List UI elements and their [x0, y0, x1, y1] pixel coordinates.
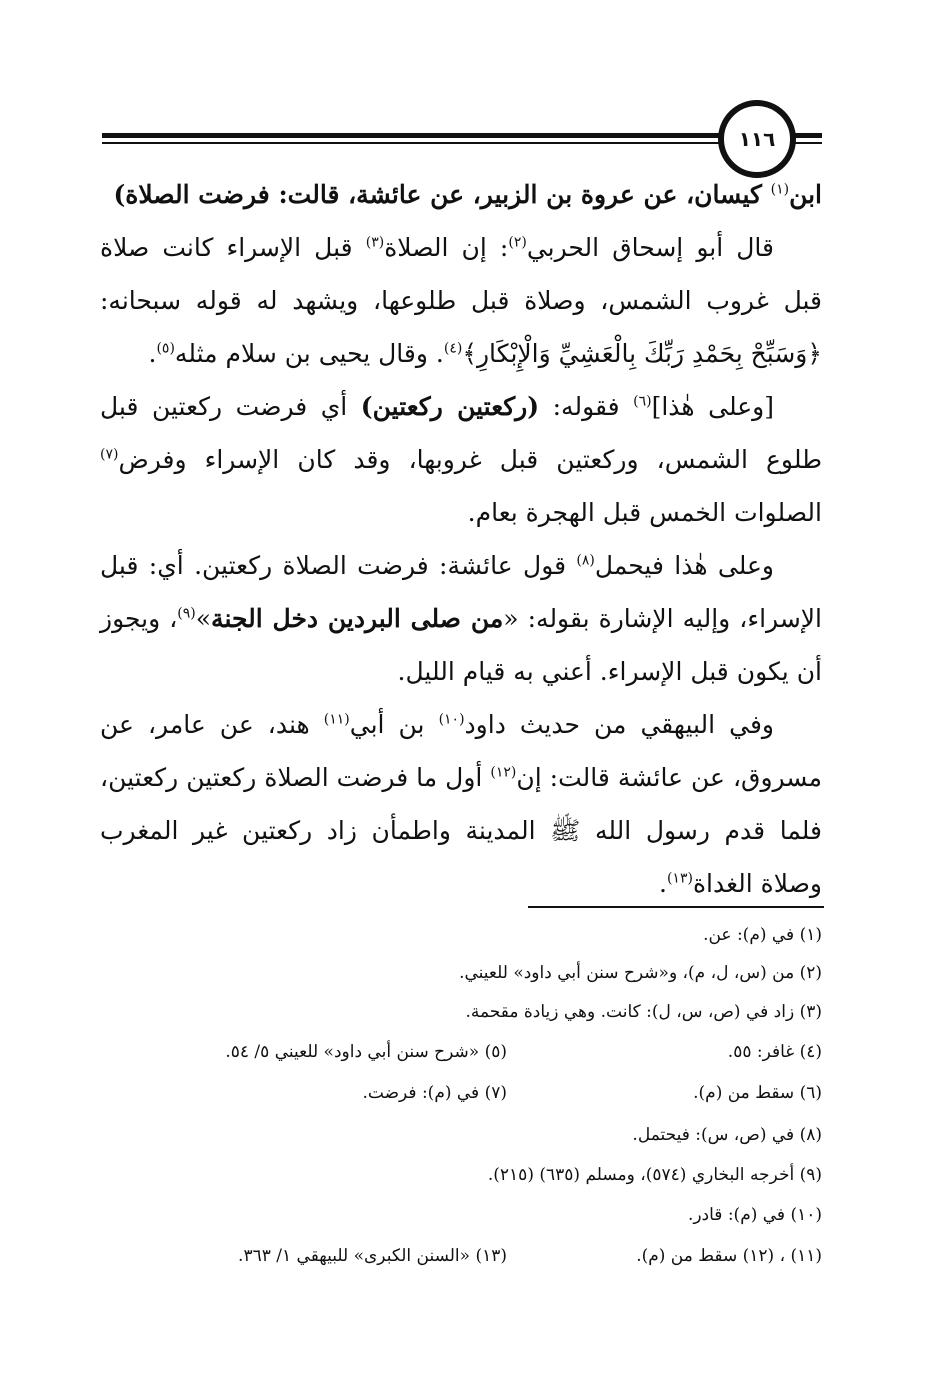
footnote-ref[interactable]: (١٠)	[438, 711, 465, 728]
page-number: ١١٦	[718, 100, 796, 178]
footnote-6: (٦) سقط من (م).	[693, 1083, 822, 1103]
header-rule-stub	[792, 133, 822, 138]
footnote-ref[interactable]: (٤)	[443, 340, 463, 357]
text-run: هند، عن عامر، عن مسروق، عن عائشة قالت: إن	[100, 710, 823, 792]
footnote-9: (٩) أخرجه البخاري (٥٧٤)، ومسلم (٦٣٥) (٢١٥).	[487, 1165, 822, 1185]
paragraph-1	[100, 221, 822, 380]
text-run: قول عائشة: فرضت الصلاة ركعتين. أي: قبل الإسراء، وإليه الإشارة بقوله: «	[100, 551, 822, 633]
footnote-ref[interactable]: (١٣)	[666, 870, 693, 887]
footnote-5: (٥) «شرح سنن أبي داود» للعيني ٥/ ٥٤.	[225, 1042, 507, 1062]
text-run: [وعلى هٰذا]	[651, 392, 775, 421]
text-run: .	[659, 869, 667, 898]
text-run: .	[148, 339, 157, 368]
header-rule-thin	[102, 142, 722, 144]
paragraph-0	[100, 168, 822, 221]
text-run: : إن الصلاة	[384, 233, 509, 262]
footnote-separator	[528, 906, 824, 908]
footnote-ref[interactable]: (٦)	[633, 393, 652, 410]
header-rule	[102, 133, 722, 138]
text-run: فقوله:	[539, 392, 634, 421]
text-run: الصلوات الخمس قبل الهجرة بعام.	[467, 498, 822, 527]
paragraph-4	[100, 698, 822, 910]
footnote-11-12: (١١) ، (١٢) سقط من (م).	[636, 1246, 822, 1266]
header-rule-stub-thin	[792, 142, 822, 144]
text-run: ، ويجوز أن يكون قبل الإسراء. أعني به قيام الليل.	[100, 604, 822, 686]
text-run: قبل الإسراء كانت صلاة قبل غروب الشمس، وصلاة قبل طلوعها، ويشهد له قوله سبحانه: ﴿وَسَبِّحْ بِحَمْدِ رَبِّكَ بِالْعَشِيِّ وَالْإِبْكَارِ﴾	[100, 233, 822, 368]
paragraph-3	[100, 539, 822, 698]
footnote-ref[interactable]: (٥)	[156, 340, 175, 357]
footnote-3: (٣) زاد في (ص، س، ل): كانت. وهي زيادة مقحمة.	[465, 1002, 822, 1022]
text-run-bold: من صلى البردين دخل الجنة	[211, 604, 504, 633]
footnote-10: (١٠) في (م): قادر.	[687, 1205, 822, 1225]
text-run: قال أبو إسحاق الحربي	[526, 233, 774, 262]
footnote-4: (٤) غافر: ٥٥.	[727, 1042, 822, 1062]
footnote-13: (١٣) «السنن الكبرى» للبيهقي ١/ ٣٦٣.	[238, 1246, 507, 1266]
text-run: ابن	[789, 180, 822, 209]
footnote-ref[interactable]: (٢)	[508, 234, 527, 251]
footnote-7: (٧) في (م): فرضت.	[362, 1083, 507, 1103]
text-run: أي فرضت ركعتين قبل طلوع الشمس، وركعتين قبل غروبها، وقد كان الإسراء وفرض	[100, 392, 822, 474]
text-run: كيسان، عن عروة بن الزبير، عن عائشة، قالت: فرضت الصلاة)	[113, 180, 771, 209]
text-run: وعلى هٰذا فيحمل	[594, 551, 774, 580]
footnote-8: (٨) في (ص، س): فيحتمل.	[632, 1125, 822, 1145]
text-run: أول ما فرضت الصلاة ركعتين ركعتين، فلما قدم رسول الله ﷺ المدينة واطمأن زاد ركعتين غير المغرب وصلاة الغداة	[100, 763, 822, 898]
footnote-2: (٢) من (س، ل، م)، و«شرح سنن أبي داود» للعيني.	[459, 963, 822, 983]
paragraph-2	[100, 380, 822, 539]
footnote-ref[interactable]: (١١)	[323, 711, 350, 728]
footnote-ref[interactable]: (٩)	[177, 605, 196, 622]
footnote-ref[interactable]: (٣)	[365, 234, 385, 251]
footnote-ref[interactable]: (٧)	[100, 446, 119, 463]
footnote-ref[interactable]: (١٢)	[490, 764, 517, 781]
footnote-ref[interactable]: (٨)	[576, 552, 595, 569]
text-run-bold: (ركعتين ركعتين)	[360, 392, 540, 421]
footnote-ref[interactable]: (١)	[770, 181, 790, 198]
text-run: بن أبي	[349, 710, 439, 739]
main-text	[100, 168, 822, 910]
text-run: وفي البيهقي من حديث داود	[464, 710, 775, 739]
footnote-1: (١) في (م): عن.	[703, 925, 822, 945]
text-run: »	[195, 604, 212, 633]
text-run: . وقال يحيى بن سلام مثله	[174, 339, 444, 368]
